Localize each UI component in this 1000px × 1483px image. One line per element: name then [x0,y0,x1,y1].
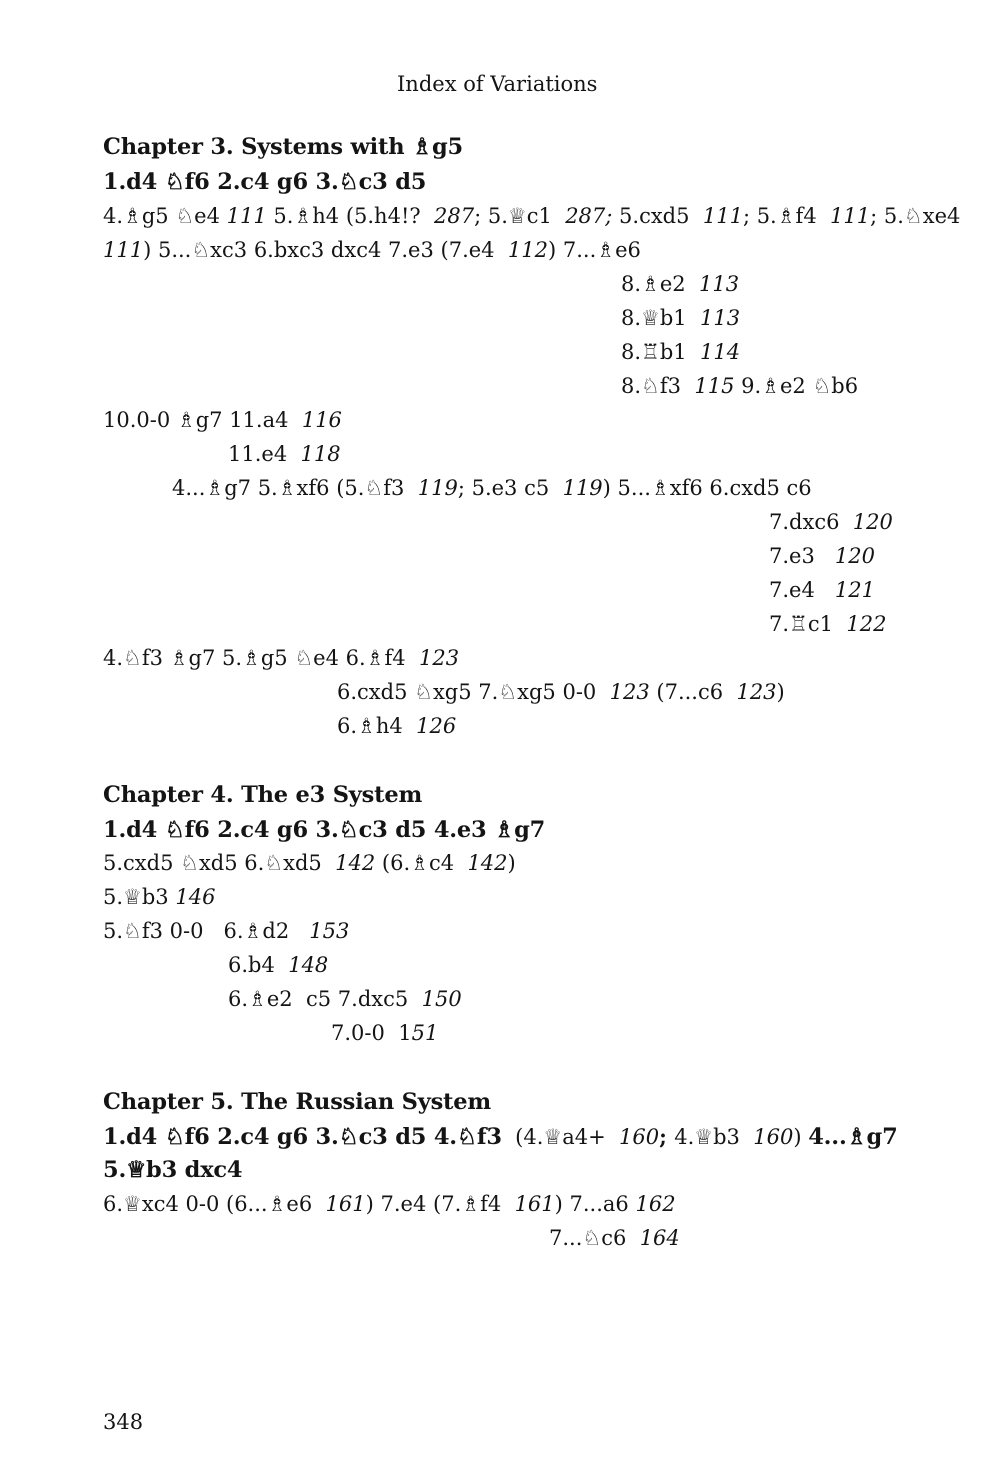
variation-line: 8.♘f3 115 9.♗e2 ♘b6 [621,374,859,398]
variation-line: 6.♗h4 126 [337,714,457,738]
variation-line: 7.e4 121 [769,578,875,602]
chapter-4-title: Chapter 4. The e3 System [103,782,423,808]
variation-line: 11.e4 118 [228,442,341,466]
chapter-5-main-line: 1.d4 ♘f6 2.c4 g6 3.♘c3 d5 4.♘f3 (4.♕a4+ 160; 4.♕b3 160) 4...♗g7 [103,1124,898,1150]
chapter-5-title: Chapter 5. The Russian System [103,1089,491,1115]
variation-line: 4.♘f3 ♗g7 5.♗g5 ♘e4 6.♗f4 123 [103,646,460,670]
chapter-3-title: Chapter 3. Systems with ♗g5 [103,134,463,160]
running-header: Index of Variations [397,72,598,96]
variation-line: 7.♖c1 122 [769,612,887,636]
variation-line: 8.♕b1 113 [621,306,741,330]
chapter-4-main-line: 1.d4 ♘f6 2.c4 g6 3.♘c3 d5 4.e3 ♗g7 [103,817,546,843]
page-number: 348 [103,1410,144,1434]
variation-line: 6.b4 148 [228,953,329,977]
variation-line: 111) 5...♘xc3 6.bxc3 dxc4 7.e3 (7.e4 112) 7...♗e6 [103,238,641,262]
variation-line: 5.cxd5 ♘xd5 6.♘xd5 142 (6.♗c4 142) [103,851,516,875]
variation-line: 6.♗e2 c5 7.dxc5 150 [228,987,462,1011]
variation-line: 8.♖b1 114 [621,340,741,364]
variation-line: 4...♗g7 5.♗xf6 (5.♘f3 119; 5.e3 c5 119) 5...♗xf6 6.cxd5 c6 [172,476,812,500]
variation-line: 6.♕xc4 0-0 (6...♗e6 161) 7.e4 (7.♗f4 161) 7...a6 162 [103,1192,676,1216]
chapter-5-main-line-cont: 5.♕b3 dxc4 [103,1157,243,1183]
variation-line: 6.cxd5 ♘xg5 7.♘xg5 0-0 123 (7...c6 123) [337,680,785,704]
variation-line: 7...♘c6 164 [549,1226,680,1250]
variation-line: 7.e3 120 [769,544,875,568]
variation-line: 4.♗g5 ♘e4 111 5.♗h4 (5.h4!? 287; 5.♕c1 287; 5.cxd5 111; 5.♗f4 111; 5.♘xe4 [103,204,961,228]
variation-line: 10.0-0 ♗g7 11.a4 116 [103,408,342,432]
variation-line: 5.♘f3 0-0 6.♗d2 153 [103,919,350,943]
variation-line: 7.0-0 151 [331,1021,439,1045]
variation-line: 5.♕b3 146 [103,885,216,909]
variation-line: 7.dxc6 120 [769,510,893,534]
variation-line: 8.♗e2 113 [621,272,740,296]
chapter-3-main-line: 1.d4 ♘f6 2.c4 g6 3.♘c3 d5 [103,169,427,195]
